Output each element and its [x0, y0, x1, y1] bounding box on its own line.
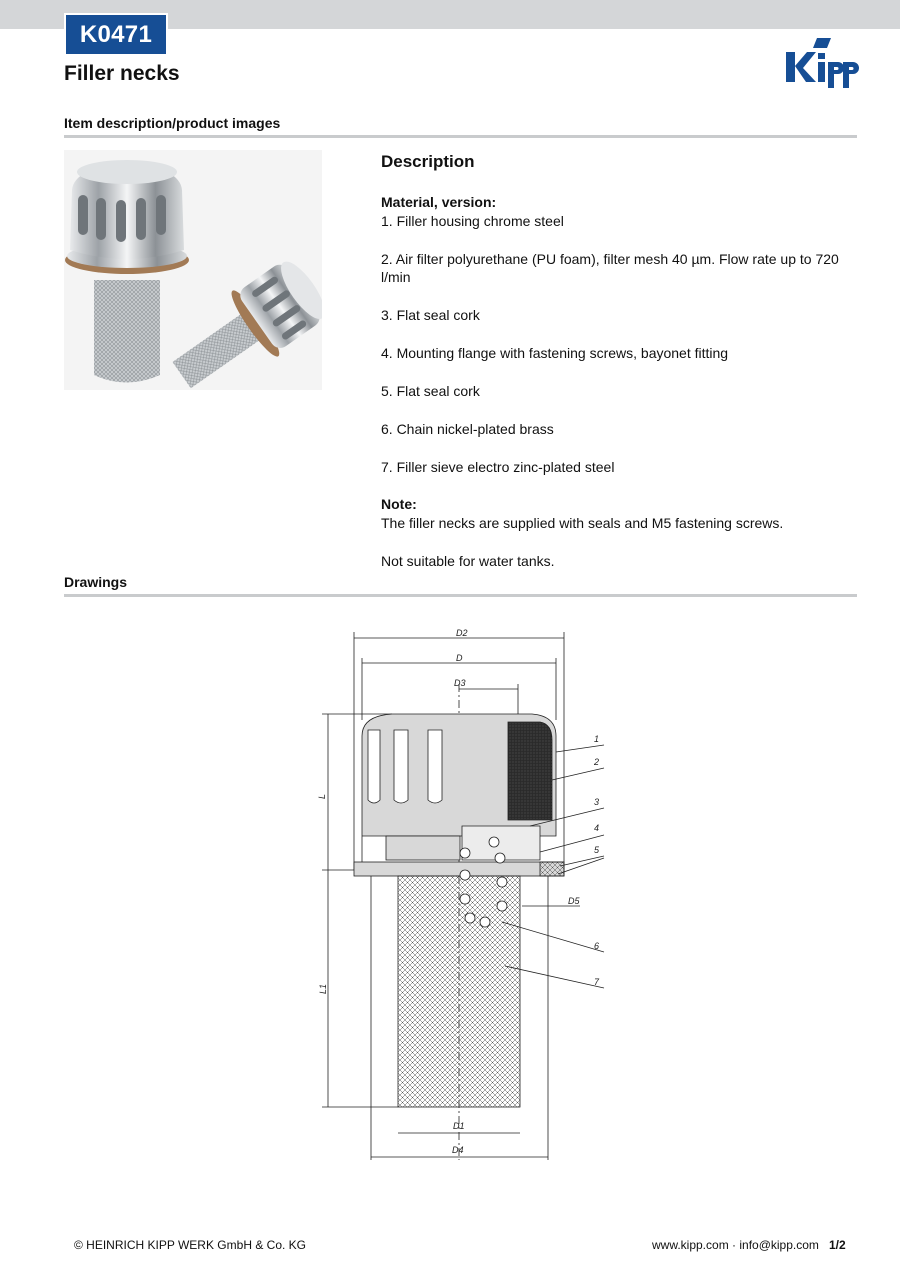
- material-item: 2. Air filter polyurethane (PU foam), filter mesh 40 µm. Flow rate up to 720 l/min: [381, 251, 839, 285]
- dim-label-d3: D3: [454, 678, 466, 688]
- kipp-logo: [783, 38, 859, 92]
- note-label: Note:: [381, 496, 417, 512]
- material-item: 1. Filler housing chrome steel: [381, 213, 564, 229]
- material-item: 3. Flat seal cork: [381, 307, 480, 323]
- page-number: 1/2: [829, 1238, 846, 1252]
- callout-2: 2: [594, 757, 600, 767]
- product-photo: [64, 150, 322, 390]
- technical-drawing: [300, 625, 620, 1170]
- section-divider: [64, 594, 857, 597]
- dim-label-l1: L1: [318, 983, 328, 994]
- page-title: Filler necks: [64, 62, 180, 85]
- dim-label-d1: D1: [453, 1121, 465, 1131]
- dim-label-d: D: [456, 653, 463, 663]
- section-heading-drawings: Drawings: [64, 574, 128, 590]
- section-heading-item-description: Item description/product images: [64, 115, 281, 131]
- product-code-badge: K0471: [64, 13, 168, 56]
- dim-label-d2: D2: [456, 628, 468, 638]
- dim-label-d4: D4: [452, 1145, 464, 1155]
- callout-3: 3: [594, 797, 600, 807]
- note-line: Not suitable for water tanks.: [381, 553, 555, 569]
- dim-label-l: L: [317, 793, 327, 799]
- dim-label-d5: D5: [568, 896, 580, 906]
- material-item: 4. Mounting flange with fastening screws, bayonet fitting: [381, 345, 729, 361]
- callout-4: 4: [594, 823, 600, 833]
- footer-copyright: © HEINRICH KIPP WERK GmbH & Co. KG: [74, 1238, 306, 1252]
- note-block: [381, 496, 851, 570]
- material-item: 7. Filler sieve electro zinc-plated steel: [381, 459, 615, 475]
- callout-6: 6: [594, 941, 600, 951]
- material-label: Material, version:: [381, 194, 497, 210]
- description-block: [381, 152, 851, 590]
- description-title: Description: [381, 152, 475, 171]
- section-divider: [64, 135, 857, 138]
- material-item: 5. Flat seal cork: [381, 383, 480, 399]
- callout-7: 7: [594, 977, 600, 987]
- note-line: The filler necks are supplied with seals and M5 fastening screws.: [381, 515, 784, 531]
- callout-1: 1: [594, 734, 600, 744]
- callout-5: 5: [594, 845, 600, 855]
- material-item: 6. Chain nickel-plated brass: [381, 421, 554, 437]
- footer-contact[interactable]: www.kipp.com · info@kipp.com: [652, 1238, 819, 1252]
